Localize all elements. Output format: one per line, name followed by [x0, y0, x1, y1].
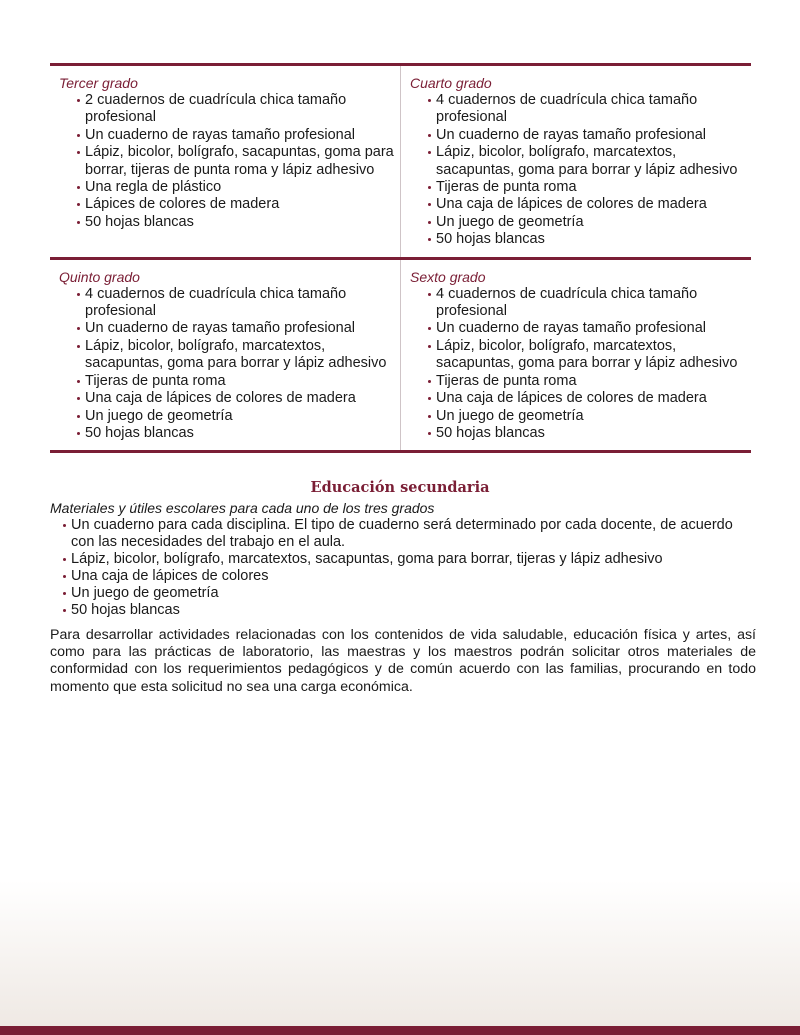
grades-table: [50, 63, 751, 453]
list-item: 50 hojas blancas: [62, 602, 750, 619]
grade-item-list: [59, 92, 394, 231]
table-bottom-rule: [50, 450, 751, 453]
list-item: Una caja de lápices de colores de madera: [427, 390, 744, 407]
grade-title: Cuarto grado: [410, 75, 492, 91]
list-item: Un cuaderno de rayas tamaño profesional: [427, 127, 744, 144]
body-paragraph: Para desarrollar actividades relacionadas con los contenidos de vida saludable, educación física y artes, así como para las prácticas de laboratorio, las maestras y los maestros podrán solicitar otros materiales de conformidad con los requerimientos pedagógicos y de común acuerdo con las familias, procurando en todo momento que esta solicitud no sea una carga económica.: [50, 627, 756, 695]
list-item: Lápiz, bicolor, bolígrafo, marcatextos, sacapuntas, goma para borrar y lápiz adhesivo: [76, 338, 394, 373]
grade-item-list: [410, 92, 744, 249]
list-item: Tijeras de punta roma: [427, 179, 744, 196]
grade-cell-sexto: [400, 260, 750, 451]
list-item: Un cuaderno de rayas tamaño profesional: [76, 127, 394, 144]
grade-cell-tercero: [50, 66, 400, 257]
grade-item-list: [59, 286, 394, 443]
list-item: Una caja de lápices de colores: [62, 568, 750, 585]
list-item: Lápiz, bicolor, bolígrafo, marcatextos, sacapuntas, goma para borrar, tijeras y lápiz adhesivo: [62, 551, 750, 568]
list-item: Lápiz, bicolor, bolígrafo, marcatextos, sacapuntas, goma para borrar y lápiz adhesivo: [427, 144, 744, 179]
list-item: 50 hojas blancas: [427, 231, 744, 248]
list-item: 50 hojas blancas: [76, 425, 394, 442]
list-item: Un cuaderno de rayas tamaño profesional: [427, 320, 744, 337]
list-item: Un cuaderno de rayas tamaño profesional: [76, 320, 394, 337]
list-item: Un juego de geometría: [62, 585, 750, 602]
list-item: 4 cuadernos de cuadrícula chica tamaño profesional: [76, 286, 394, 321]
list-item: Lápiz, bicolor, bolígrafo, marcatextos, sacapuntas, goma para borrar y lápiz adhesivo: [427, 338, 744, 373]
list-item: 50 hojas blancas: [76, 214, 394, 231]
grade-item-list: [410, 286, 744, 443]
list-item: 50 hojas blancas: [427, 425, 744, 442]
list-item: Tijeras de punta roma: [427, 373, 744, 390]
list-item: Una regla de plástico: [76, 179, 394, 196]
list-item: 2 cuadernos de cuadrícula chica tamaño profesional: [76, 92, 394, 127]
list-item: Un juego de geometría: [76, 408, 394, 425]
footer-bar: [0, 1026, 800, 1035]
list-item: Lápices de colores de madera: [76, 196, 394, 213]
list-item: 4 cuadernos de cuadrícula chica tamaño profesional: [427, 286, 744, 321]
list-item: Una caja de lápices de colores de madera: [76, 390, 394, 407]
grade-title: Quinto grado: [59, 268, 140, 285]
grade-title: Sexto grado: [410, 268, 486, 285]
list-item: Un cuaderno para cada disciplina. El tipo de cuaderno será determinado por cada docente, de acuerdo con las necesidades del trabajo en el aula.: [62, 517, 750, 551]
secundaria-list: [50, 517, 750, 619]
list-item: Un juego de geometría: [427, 214, 744, 231]
list-item: Una caja de lápices de colores de madera: [427, 196, 744, 213]
secundaria-item-list: [50, 517, 750, 619]
list-item: 4 cuadernos de cuadrícula chica tamaño profesional: [427, 92, 744, 127]
list-item: Lápiz, bicolor, bolígrafo, sacapuntas, goma para borrar, tijeras de punta roma y lápiz adhesivo: [76, 144, 394, 179]
section-subtitle: Materiales y útiles escolares para cada uno de los tres grados: [50, 500, 435, 516]
grade-title: Tercer grado: [59, 75, 138, 91]
list-item: Tijeras de punta roma: [76, 373, 394, 390]
section-title: Educación secundaria: [310, 479, 490, 496]
list-item: Un juego de geometría: [427, 408, 744, 425]
grade-cell-quinto: [50, 260, 400, 451]
grades-row-1: [50, 66, 751, 257]
grade-cell-cuarto: [400, 66, 750, 257]
grades-row-2: [50, 260, 751, 451]
